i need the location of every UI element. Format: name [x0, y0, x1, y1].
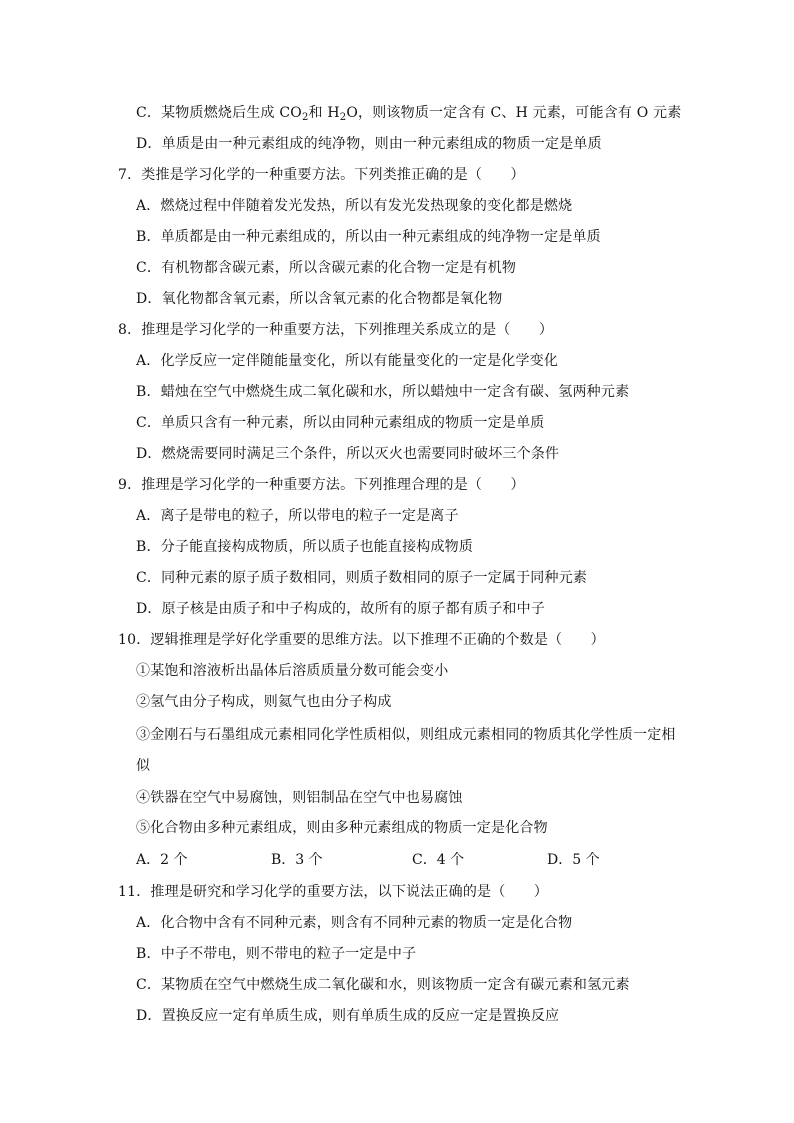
q11-option-d: D．置换反应一定有单质生成，则有单质生成的反应一定是置换反应 — [136, 1008, 560, 1024]
q9-option-c: C．同种元素的原子质子数相同，则质子数相同的原子一定属于同种元素 — [136, 570, 588, 586]
q8-option-c: C．单质只含有一种元素，所以由同种元素组成的物质一定是单质 — [136, 415, 545, 431]
q11-option-a: A．化合物中含有不同种元素，则含有不同种元素的物质一定是化合物 — [136, 915, 573, 931]
q6-option-c — [136, 103, 681, 123]
q10-statement-4: ④铁器在空气中易腐蚀，则铝制品在空气中也易腐蚀 — [136, 790, 463, 806]
q6c-text-3: O，则该物质一定含有 C、H 元素，可能含有 O 元素 — [346, 105, 682, 121]
q10-option-b: B．3 个 — [271, 852, 323, 868]
q6c-sub-2: 2 — [339, 112, 347, 123]
q11-stem: 11．推理是研究和学习化学的重要方法，以下说法正确的是（ ） — [118, 884, 549, 900]
q7-option-b: B．单质都是由一种元素组成的，所以由一种元素组成的纯净物一定是单质 — [136, 229, 601, 245]
q10-option-a: A．2 个 — [136, 852, 188, 868]
q7-stem: 7．类推是学习化学的一种重要方法。下列类推正确的是（ ） — [118, 167, 525, 183]
q9-option-a: A．离子是带电的粒子，所以带电的粒子一定是离子 — [136, 508, 459, 524]
q7-option-d: D．氧化物都含氧元素，所以含氧元素的化合物都是氧化物 — [136, 291, 503, 307]
q11-option-c: C．某物质在空气中燃烧生成二氧化碳和水，则该物质一定含有碳元素和氢元素 — [136, 977, 630, 993]
q7-option-a: A．燃烧过程中伴随着发光发热，所以有发光发热现象的变化都是燃烧 — [136, 198, 573, 214]
q10-statement-2: ②氢气由分子构成，则氦气也由分子构成 — [136, 694, 392, 710]
q6c-text-1: C．某物质燃烧后生成 CO — [136, 105, 302, 121]
q10-option-c: C．4 个 — [412, 852, 465, 868]
q10-statement-3-cont: 似 — [136, 758, 151, 774]
q6c-text-2: 和 H — [308, 105, 340, 121]
q6-option-d: D．单质是由一种元素组成的纯净物，则由一种元素组成的物质一定是单质 — [136, 136, 602, 152]
q10-statement-3: ③金刚石与石墨组成元素相同化学性质相似，则组成元素相同的物质其化学性质一定相 — [136, 727, 676, 743]
q10-options-row — [136, 850, 656, 870]
q8-option-d: D．燃烧需要同时满足三个条件，所以灭火也需要同时破坏三个条件 — [136, 446, 560, 462]
q9-option-d: D．原子核是由质子和中子构成的，故所有的原子都有质子和中子 — [136, 601, 546, 617]
q10-statement-5: ⑤化合物由多种元素组成，则由多种元素组成的物质一定是化合物 — [136, 820, 548, 836]
q9-stem: 9．推理是学习化学的一种重要方法。下列推理合理的是（ ） — [118, 477, 525, 493]
q8-option-a: A．化学反应一定伴随能量变化，所以有能量变化的一定是化学变化 — [136, 353, 559, 369]
q8-stem: 8．推理是学习化学的一种重要方法，下列推理关系成立的是（ ） — [118, 322, 554, 338]
q7-option-c: C．有机物都含碳元素，所以含碳元素的化合物一定是有机物 — [136, 260, 517, 276]
q11-option-b: B．中子不带电，则不带电的粒子一定是中子 — [136, 946, 417, 962]
q10-option-d: D．5 个 — [547, 852, 600, 868]
q6c-sub-1: 2 — [301, 112, 309, 123]
q8-option-b: B．蜡烛在空气中燃烧生成二氧化碳和水，所以蜡烛中一定含有碳、氢两种元素 — [136, 384, 630, 400]
q10-stem: 10．逻辑推理是学好化学重要的思维方法。以下推理不正确的个数是（ ） — [118, 632, 605, 648]
q10-statement-1: ①某饱和溶液析出晶体后溶质质量分数可能会变小 — [136, 663, 449, 679]
q9-option-b: B．分子能直接构成物质，所以质子也能直接构成物质 — [136, 539, 474, 555]
